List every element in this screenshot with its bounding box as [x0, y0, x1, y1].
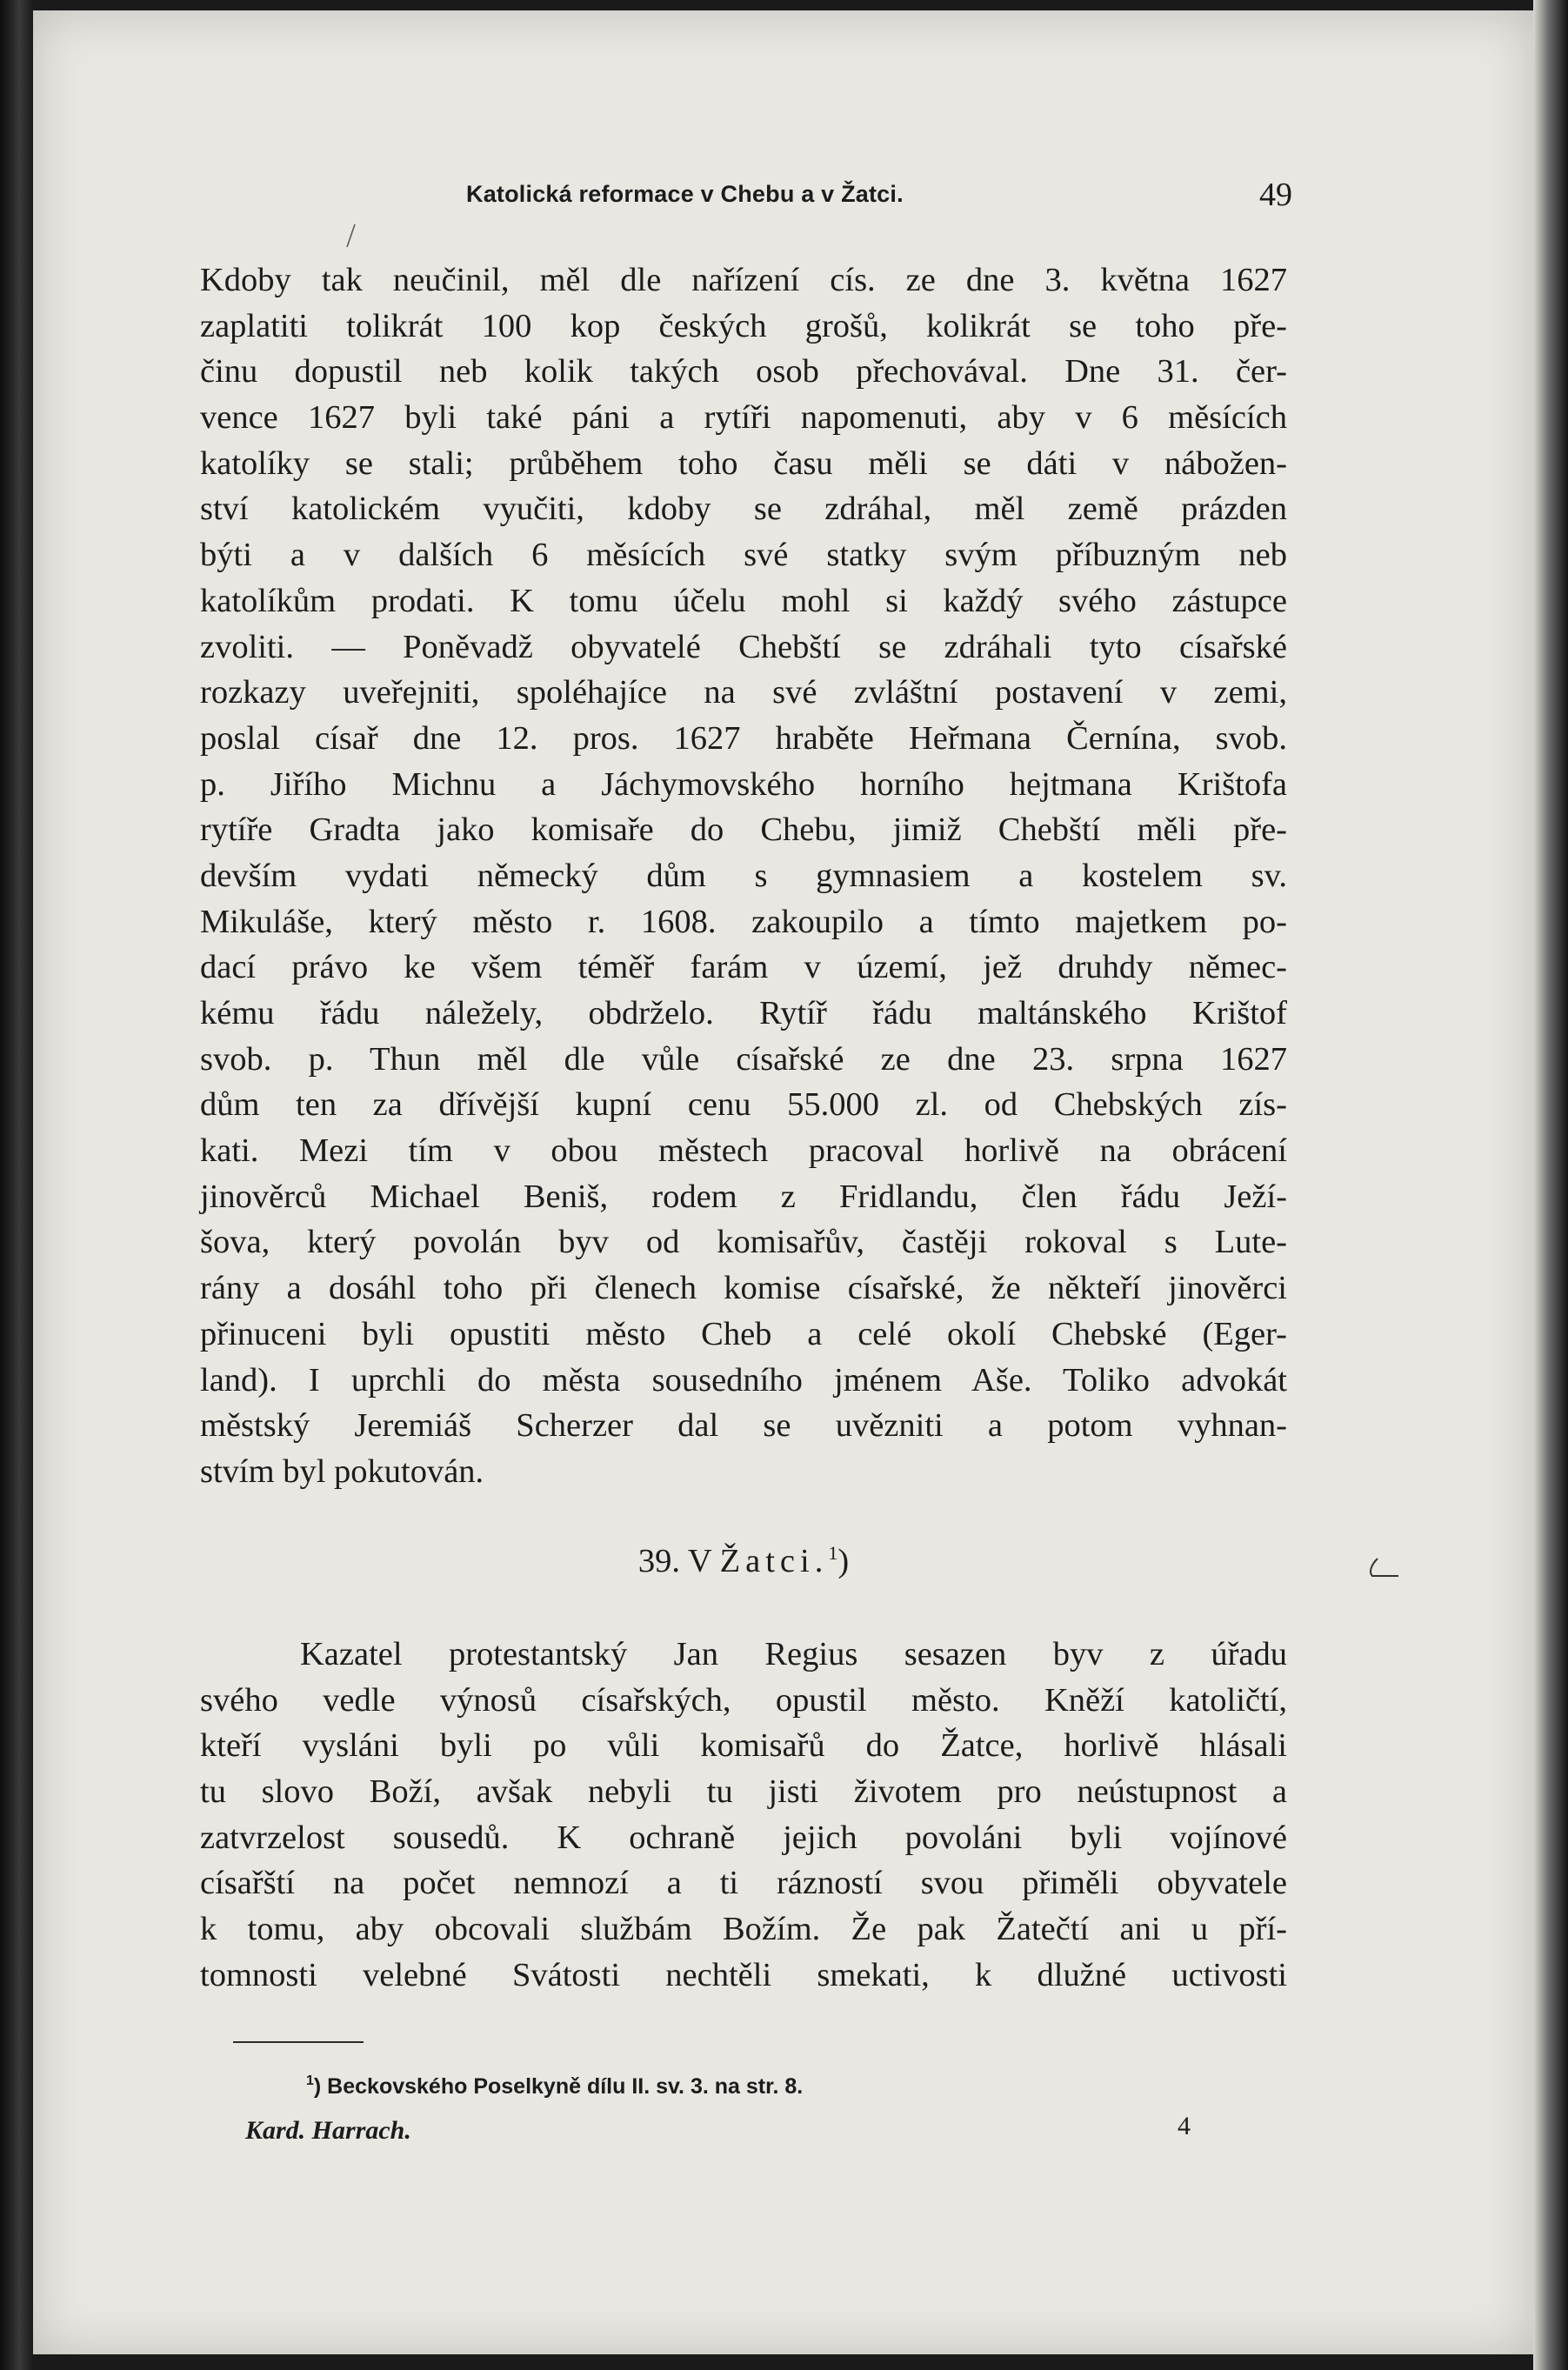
text-line: jinověrců Michael Beniš, rodem z Fridlandu, člen řádu Ježí-	[200, 1178, 1287, 1215]
text-line: land). I uprchli do města sousedního jménem Aše. Toliko advokát	[200, 1361, 1287, 1399]
text-line: ství katolickém vyučiti, kdoby se zdráhal, měl země prázden	[200, 491, 1287, 528]
section-heading-title: Žatci.	[719, 1543, 829, 1579]
sheet-number: 4	[1178, 2112, 1191, 2140]
text-line: Mikuláše, který město r. 1608. zakoupilo a tímto majetkem po-	[200, 903, 1287, 940]
footnote-marker: 1	[306, 2073, 314, 2088]
text-line: katolíkům prodati. K tomu účelu mohl si každý svého zástupce	[200, 582, 1287, 619]
text-line: stvím byl pokutován.	[200, 1452, 484, 1490]
paragraph-2	[200, 1632, 1287, 1999]
text-line: šova, který povolán byv od komisařův, častěji rokoval s Lute-	[200, 1224, 1287, 1261]
section-heading-number: 39. V	[637, 1543, 711, 1579]
text-line: zaplatiti tolikrát 100 kop českých grošů, kolikrát se toho pře-	[200, 307, 1287, 344]
footnote-reference: 1	[828, 1542, 838, 1564]
text-line: rytíře Gradta jako komisaře do Chebu, jimiž Chebští měli pře-	[200, 811, 1287, 849]
text-line: k tomu, aby obcovali službám Božím. Že pak Žatečtí ani u pří-	[200, 1911, 1287, 1948]
footnote	[306, 2073, 803, 2100]
text-line: tu slovo Boží, avšak nebyli tu jisti životem pro neústupnost a	[200, 1773, 1287, 1811]
paragraph-1	[200, 257, 1287, 1495]
text-line: svého vedle výnosů císařských, opustil město. Kněží katoličtí,	[200, 1681, 1287, 1719]
text-line: kteří vysláni byli po vůli komisařů do Žatce, horlivě hlásali	[200, 1727, 1287, 1765]
text-line: rozkazy uveřejniti, spoléhajíce na své zvláštní postavení v zemi,	[200, 674, 1287, 711]
text-line: katolíky se stali; průběhem toho času měli se dáti v nábožen-	[200, 444, 1287, 482]
text-line: Kazatel protestantský Jan Regius sesazen byv z úřadu	[300, 1636, 1287, 1672]
text-line: dací právo ke všem téměř farám v území, jež druhdy němec-	[200, 949, 1287, 986]
pencil-tick-mark	[344, 223, 357, 249]
footnote-text: ) Beckovského Poselkyně dílu II. sv. 3. na str. 8.	[313, 2074, 804, 2099]
text-line: tomnosti velebné Svátosti nechtěli smekati, k dlužné uctivosti	[200, 1956, 1287, 1993]
text-line: dům ten za dřívější kupní cenu 55.000 zl. od Chebských zís-	[200, 1086, 1287, 1124]
section-heading-paren: )	[837, 1543, 850, 1579]
running-head-title: Katolická reformace v Chebu a v Žatci.	[466, 181, 904, 207]
text-line: městský Jeremiáš Scherzer dal se uvězniti a potom vyhnan-	[200, 1407, 1287, 1445]
page-number: 49	[1259, 177, 1292, 213]
text-line: rány a dosáhl toho při členech komise císařské, že někteří jinověrci	[200, 1270, 1287, 1307]
running-head	[197, 177, 1292, 224]
scan-right-border	[1533, 0, 1568, 2370]
footnote-rule	[233, 2041, 364, 2043]
text-line: zvoliti. — Poněvadž obyvatelé Chebští se zdráhali tyto císařské	[200, 628, 1287, 665]
pencil-margin-mark	[1365, 1557, 1400, 1579]
text-line: devším vydati německý dům s gymnasiem a kostelem sv.	[200, 857, 1287, 894]
text-line: p. Jiřího Michnu a Jáchymovského horního hejtmana Krištofa	[200, 765, 1287, 803]
text-line: činu dopustil neb kolik takých osob přechovával. Dne 31. čer-	[200, 353, 1287, 391]
text-line: přinuceni byli opustiti město Cheb a celé okolí Chebské (Eger-	[200, 1315, 1287, 1352]
section-heading	[200, 1531, 1287, 1584]
text-line: kému řádu náležely, obdrželo. Rytíř řádu maltánského Krištof	[200, 995, 1287, 1031]
text-line: Kdoby tak neučinil, měl dle nařízení cís. ze dne 3. května 1627	[200, 262, 1287, 298]
scan-left-border	[0, 0, 33, 2370]
printer-signature: Kard. Harrach.	[245, 2116, 411, 2145]
text-line: zatvrzelost sousedů. K ochraně jejich povoláni byli vojínové	[200, 1819, 1287, 1856]
text-line: svob. p. Thun měl dle vůle císařské ze dne 23. srpna 1627	[200, 1040, 1287, 1078]
text-line: poslal císař dne 12. pros. 1627 hraběte Heřmana Černína, svob.	[200, 719, 1287, 757]
text-line: kati. Mezi tím v obou městech pracoval horlivě na obrácení	[200, 1132, 1287, 1170]
text-line: císařští na počet nemnozí a ti rázností svou přiměli obyvatele	[200, 1865, 1287, 1902]
text-line: vence 1627 byli také páni a rytíři napomenuti, aby v 6 měsících	[200, 399, 1287, 437]
text-line: býti a v dalších 6 měsících své statky svým příbuzným neb	[200, 537, 1287, 574]
